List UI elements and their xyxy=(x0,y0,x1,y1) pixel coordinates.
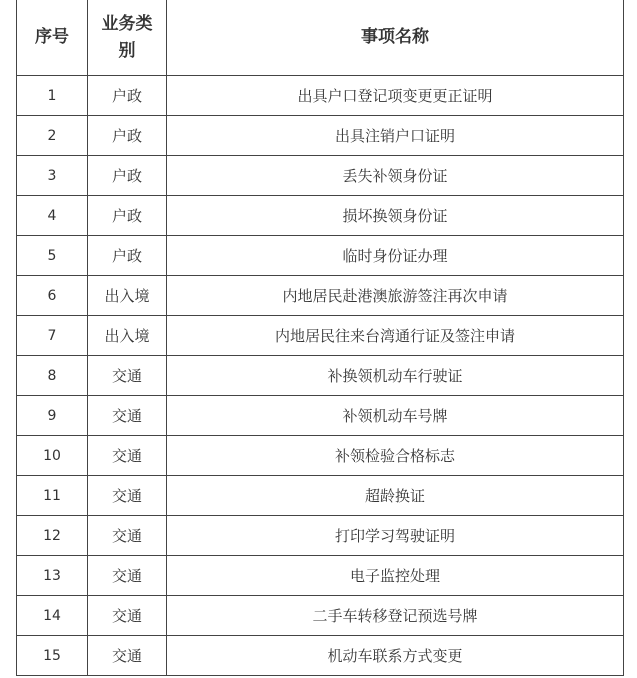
table-header xyxy=(17,0,624,76)
row-item-name-cell: 补领检验合格标志 xyxy=(167,436,624,476)
row-item-name-cell: 出具注销户口证明 xyxy=(167,116,624,156)
row-category-cell: 交通 xyxy=(88,596,167,636)
row-number-cell: 2 xyxy=(17,116,88,156)
row-item-name-cell: 电子监控处理 xyxy=(167,556,624,596)
header-row xyxy=(17,0,624,76)
table-row xyxy=(17,516,624,556)
items-table xyxy=(16,0,624,676)
row-number-cell: 13 xyxy=(17,556,88,596)
table-row xyxy=(17,76,624,116)
header-item-name-label: 事项名称 xyxy=(361,27,429,47)
table-row xyxy=(17,316,624,356)
row-number-cell: 7 xyxy=(17,316,88,356)
row-item-name-cell: 临时身份证办理 xyxy=(167,236,624,276)
header-number xyxy=(17,0,88,76)
table-row xyxy=(17,276,624,316)
table-row xyxy=(17,116,624,156)
row-item-name-cell: 丢失补领身份证 xyxy=(167,156,624,196)
row-category-cell: 交通 xyxy=(88,636,167,676)
header-item-name xyxy=(167,0,624,76)
row-category-cell: 户政 xyxy=(88,236,167,276)
row-category-cell: 交通 xyxy=(88,476,167,516)
row-category-cell: 出入境 xyxy=(88,316,167,356)
row-category-cell: 交通 xyxy=(88,556,167,596)
row-category-cell: 交通 xyxy=(88,516,167,556)
table-row xyxy=(17,356,624,396)
row-category-cell: 交通 xyxy=(88,356,167,396)
row-category-cell: 出入境 xyxy=(88,276,167,316)
row-category-cell: 交通 xyxy=(88,396,167,436)
row-number-cell: 6 xyxy=(17,276,88,316)
row-item-name-cell: 内地居民赴港澳旅游签注再次申请 xyxy=(167,276,624,316)
row-number-cell: 12 xyxy=(17,516,88,556)
table-body xyxy=(17,76,624,676)
table-row xyxy=(17,596,624,636)
row-item-name-cell: 补换领机动车行驶证 xyxy=(167,356,624,396)
row-item-name-cell: 损坏换领身份证 xyxy=(167,196,624,236)
row-number-cell: 9 xyxy=(17,396,88,436)
row-category-cell: 户政 xyxy=(88,156,167,196)
row-item-name-cell: 二手车转移登记预选号牌 xyxy=(167,596,624,636)
row-item-name-cell: 补领机动车号牌 xyxy=(167,396,624,436)
row-number-cell: 15 xyxy=(17,636,88,676)
table-row xyxy=(17,636,624,676)
row-number-cell: 10 xyxy=(17,436,88,476)
table-row xyxy=(17,436,624,476)
row-number-cell: 11 xyxy=(17,476,88,516)
table-row xyxy=(17,236,624,276)
row-number-cell: 5 xyxy=(17,236,88,276)
row-item-name-cell: 机动车联系方式变更 xyxy=(167,636,624,676)
table-row xyxy=(17,196,624,236)
table-row xyxy=(17,396,624,436)
row-item-name-cell: 出具户口登记项变更更正证明 xyxy=(167,76,624,116)
row-number-cell: 8 xyxy=(17,356,88,396)
row-number-cell: 3 xyxy=(17,156,88,196)
row-item-name-cell: 打印学习驾驶证明 xyxy=(167,516,624,556)
table-row xyxy=(17,556,624,596)
table-row xyxy=(17,476,624,516)
header-category-label: 业务类别 xyxy=(101,13,153,61)
row-item-name-cell: 内地居民往来台湾通行证及签注申请 xyxy=(167,316,624,356)
row-item-name-cell: 超龄换证 xyxy=(167,476,624,516)
row-number-cell: 14 xyxy=(17,596,88,636)
header-number-label: 序号 xyxy=(35,27,69,47)
header-category xyxy=(88,0,167,76)
row-category-cell: 交通 xyxy=(88,436,167,476)
row-category-cell: 户政 xyxy=(88,196,167,236)
row-category-cell: 户政 xyxy=(88,116,167,156)
row-category-cell: 户政 xyxy=(88,76,167,116)
row-number-cell: 4 xyxy=(17,196,88,236)
row-number-cell: 1 xyxy=(17,76,88,116)
table-row xyxy=(17,156,624,196)
